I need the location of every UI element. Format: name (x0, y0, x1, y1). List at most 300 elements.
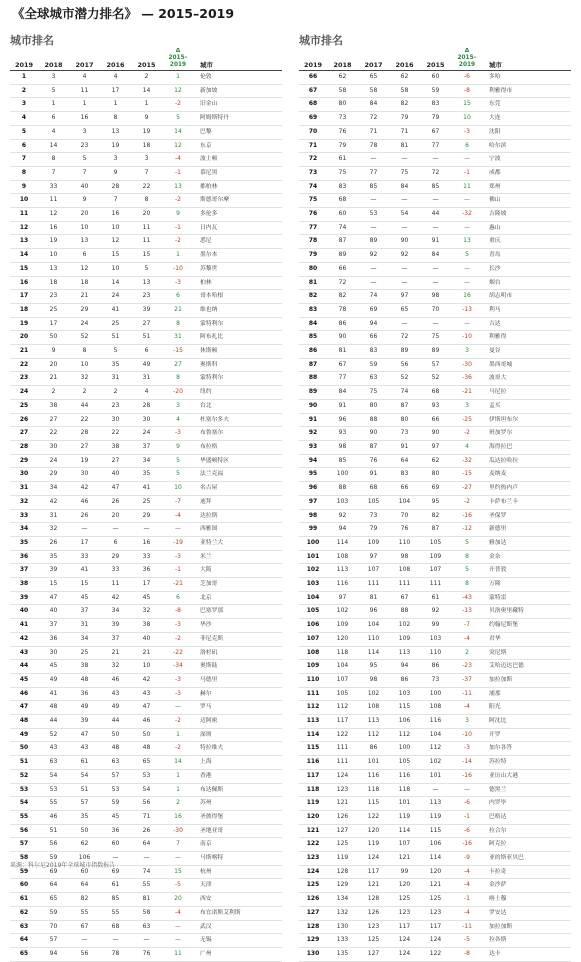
rank-2017: 57 (69, 797, 100, 811)
rank-2015: 66 (420, 413, 451, 427)
city-name: 阿沈比 (483, 715, 571, 729)
rank-2019: 17 (10, 290, 38, 304)
rank-2015: 48 (131, 742, 162, 756)
rank-2017: 60 (69, 865, 100, 879)
rank-2018: 65 (38, 893, 69, 907)
rank-2017: 94 (358, 317, 389, 331)
table-row (299, 468, 571, 482)
rank-change: 5 (451, 564, 483, 578)
city-name: 郑州 (483, 180, 571, 194)
rank-2016: 16 (100, 208, 131, 222)
rank-2019: 54 (10, 797, 38, 811)
rank-change: -4 (162, 906, 194, 920)
table-row (299, 797, 571, 811)
rank-2017: 119 (358, 838, 389, 852)
rank-2015: 32 (131, 605, 162, 619)
rank-2019: 110 (299, 673, 327, 687)
rank-2018: 52 (38, 728, 69, 742)
panel-title: 城市排名 (299, 34, 343, 47)
table-row (299, 208, 571, 222)
rank-2017: 106 (69, 852, 100, 866)
rank-2019: 43 (10, 646, 38, 660)
rank-2018: 122 (327, 728, 358, 742)
rank-2015: 4 (131, 386, 162, 400)
rank-change: 5 (162, 468, 194, 482)
rank-change: 12 (162, 84, 194, 98)
table-row (299, 728, 571, 742)
rank-2017: 95 (358, 660, 389, 674)
rank-2015: 101 (420, 769, 451, 783)
rank-2018: 35 (38, 550, 69, 564)
rank-2018: 94 (38, 948, 69, 962)
rank-2015: 56 (131, 797, 162, 811)
table-row (299, 194, 571, 208)
table-row (10, 838, 282, 852)
city-name: 柏林 (194, 276, 282, 290)
table-row (299, 564, 571, 578)
rank-change: -5 (162, 879, 194, 893)
rank-change: 11 (451, 180, 483, 194)
rank-2017: 112 (358, 728, 389, 742)
header-2016: 2016 (389, 48, 420, 71)
city-name: 圣保罗 (483, 509, 571, 523)
rank-2019: 75 (299, 194, 327, 208)
rank-2018: 43 (38, 742, 69, 756)
rank-2018: 39 (38, 564, 69, 578)
rank-2019: 102 (299, 564, 327, 578)
rank-2017: 107 (358, 564, 389, 578)
city-name: 阿克拉 (483, 838, 571, 852)
rank-2016: 78 (100, 948, 131, 962)
rank-2015: 120 (420, 865, 451, 879)
table-row (10, 98, 282, 112)
table-row (10, 550, 282, 564)
city-name: 迪拜 (194, 495, 282, 509)
rank-2017: 55 (69, 906, 100, 920)
rank-2016: — (389, 194, 420, 208)
rank-2016: 81 (389, 139, 420, 153)
rank-2019: 32 (10, 495, 38, 509)
rank-2017: 84 (358, 98, 389, 112)
rank-2017: 105 (358, 495, 389, 509)
rank-2019: 123 (299, 852, 327, 866)
table-row (299, 715, 571, 729)
rank-2015: 26 (131, 824, 162, 838)
rank-2019: 42 (10, 632, 38, 646)
rank-change: 8 (451, 578, 483, 592)
rank-2019: 84 (299, 317, 327, 331)
rank-2015: 106 (420, 838, 451, 852)
table-row (10, 742, 282, 756)
rank-2015: 33 (131, 550, 162, 564)
rank-2015: 95 (420, 495, 451, 509)
city-name: 法兰克福 (194, 468, 282, 482)
city-name: 内罗毕 (483, 797, 571, 811)
rank-change: -2 (162, 98, 194, 112)
ranking-table-left (10, 48, 282, 962)
rank-2017: 128 (358, 893, 389, 907)
rank-2017: — (69, 523, 100, 537)
header-2016: 2016 (100, 48, 131, 71)
rank-2016: 57 (100, 769, 131, 783)
table-row (299, 591, 571, 605)
rank-change: 16 (162, 810, 194, 824)
rank-change: -3 (162, 687, 194, 701)
rank-change: -21 (162, 578, 194, 592)
delta-arrow-icon: Δ (464, 48, 470, 54)
rank-change: -15 (451, 468, 483, 482)
rank-2019: 82 (299, 290, 327, 304)
rank-2016: 53 (100, 783, 131, 797)
rank-2016: 107 (389, 838, 420, 852)
rank-2017: 114 (358, 646, 389, 660)
table-row (299, 372, 571, 386)
rank-2015: 70 (420, 303, 451, 317)
rank-2016: — (100, 934, 131, 948)
rank-2019: 11 (10, 208, 38, 222)
rank-2019: 47 (10, 701, 38, 715)
rank-2018: 57 (38, 934, 69, 948)
rank-change: -8 (162, 605, 194, 619)
table-row (10, 619, 282, 633)
city-name: 奥斯陆 (194, 660, 282, 674)
rank-2019: 44 (10, 660, 38, 674)
rank-2017: 36 (69, 687, 100, 701)
header-2019: 2019 (10, 48, 38, 71)
rank-2017: 74 (358, 290, 389, 304)
rank-2017: 125 (358, 934, 389, 948)
table-row (10, 331, 282, 345)
table-row (10, 235, 282, 249)
delta-arrow-icon: Δ (175, 48, 181, 54)
rank-2018: 1 (38, 98, 69, 112)
rank-2015: 23 (131, 290, 162, 304)
rank-2018: 112 (327, 701, 358, 715)
city-name: 旧金山 (194, 98, 282, 112)
rank-2016: 84 (389, 180, 420, 194)
rank-2018: 126 (327, 810, 358, 824)
rank-2017: 28 (69, 427, 100, 441)
city-name: 哥本哈根 (194, 290, 282, 304)
rank-2015: 59 (420, 84, 451, 98)
rank-change: -6 (451, 71, 483, 85)
rank-2017: 91 (358, 468, 389, 482)
city-name: 加尔各答 (483, 742, 571, 756)
city-name: 君华 (483, 632, 571, 646)
city-name: 华盛顿特区 (194, 454, 282, 468)
rank-2019: 114 (299, 728, 327, 742)
rank-2019: 8 (10, 166, 38, 180)
table-header-row (10, 48, 282, 71)
rank-2015: 117 (420, 920, 451, 934)
rank-2015: 7 (131, 166, 162, 180)
rank-2015: 60 (420, 71, 451, 85)
rank-2018: 66 (327, 262, 358, 276)
rank-2015: 15 (131, 249, 162, 263)
rank-2017: 8 (69, 345, 100, 359)
rank-2016: 38 (100, 440, 131, 454)
rank-2016: — (389, 221, 420, 235)
rank-2015: 45 (131, 591, 162, 605)
rank-2015: 28 (131, 399, 162, 413)
rank-2016: 69 (100, 865, 131, 879)
rank-change: -4 (451, 879, 483, 893)
rank-2018: 17 (38, 317, 69, 331)
rank-2017: 33 (69, 550, 100, 564)
table-row (10, 632, 282, 646)
table-row (299, 810, 571, 824)
city-name: 艾哈迈达巴德 (483, 660, 571, 674)
rank-2016: 72 (389, 331, 420, 345)
rank-2019: 88 (299, 372, 327, 386)
city-name: 班加罗尔 (483, 427, 571, 441)
rank-2016: 111 (389, 578, 420, 592)
rank-2017: 86 (358, 742, 389, 756)
table-row (299, 317, 571, 331)
rank-2015: 80 (420, 468, 451, 482)
rank-2017: 62 (69, 838, 100, 852)
rank-2017: 104 (358, 619, 389, 633)
rank-change: -1 (162, 564, 194, 578)
rank-2016: 98 (389, 550, 420, 564)
rank-2019: 46 (10, 687, 38, 701)
city-name: 华沙 (194, 619, 282, 633)
header-2019: 2019 (299, 48, 327, 71)
city-name: 利雅得 (483, 331, 571, 345)
rank-change: -4 (451, 632, 483, 646)
rank-2019: 65 (10, 948, 38, 962)
city-name: 上海 (194, 756, 282, 770)
rank-2019: 78 (299, 235, 327, 249)
table-row (10, 345, 282, 359)
table-row (299, 112, 571, 126)
city-name: 墨尔本 (194, 249, 282, 263)
city-name: 青岛 (483, 249, 571, 263)
rank-2016: 88 (389, 605, 420, 619)
table-row (10, 591, 282, 605)
rank-2017: 40 (69, 180, 100, 194)
rank-2016: 85 (100, 893, 131, 907)
rank-2018: 70 (38, 920, 69, 934)
rank-2017: 35 (69, 810, 100, 824)
rank-2019: 126 (299, 893, 327, 907)
rank-2016: 118 (389, 783, 420, 797)
rank-2017: 81 (358, 591, 389, 605)
rank-2019: 122 (299, 838, 327, 852)
rank-2018: 114 (327, 536, 358, 550)
rank-2015: 3 (131, 153, 162, 167)
rank-2019: 89 (299, 386, 327, 400)
panel-title: 城市排名 (10, 34, 54, 47)
city-name: 阿姆斯特丹 (194, 112, 282, 126)
rank-change: -1 (451, 810, 483, 824)
rank-2015: 35 (131, 468, 162, 482)
rank-2019: 48 (10, 715, 38, 729)
rank-2017: 3 (69, 125, 100, 139)
rank-change: -2 (162, 632, 194, 646)
rank-2017: 61 (69, 756, 100, 770)
city-name: 圣地亚哥 (194, 824, 282, 838)
rank-2017: 1 (69, 98, 100, 112)
rank-2015: 74 (131, 865, 162, 879)
rank-2018: 45 (38, 660, 69, 674)
rank-2018: 32 (38, 523, 69, 537)
rank-2015: 97 (420, 440, 451, 454)
city-name: 成都 (483, 166, 571, 180)
rank-2017: 18 (69, 276, 100, 290)
city-name: 达拉斯 (194, 509, 282, 523)
rank-2019: 4 (10, 112, 38, 126)
rank-2017: — (358, 221, 389, 235)
rank-2019: 87 (299, 358, 327, 372)
rank-2015: 68 (420, 386, 451, 400)
rank-2018: 127 (327, 824, 358, 838)
rank-2017: 80 (358, 399, 389, 413)
rank-2015: — (420, 783, 451, 797)
rank-2018: 29 (38, 468, 69, 482)
city-name: 德黑兰 (483, 783, 571, 797)
rank-2017: 31 (69, 619, 100, 633)
rank-2015: 72 (420, 166, 451, 180)
rank-2017: 20 (69, 208, 100, 222)
table-row (299, 756, 571, 770)
rank-2018: 80 (327, 98, 358, 112)
rank-2015: 31 (131, 372, 162, 386)
rank-2018: 38 (38, 399, 69, 413)
rank-2019: 69 (299, 112, 327, 126)
rank-2016: 91 (389, 440, 420, 454)
rank-change: -7 (451, 619, 483, 633)
table-row (299, 345, 571, 359)
table-row (10, 509, 282, 523)
table-row (299, 166, 571, 180)
rank-2019: 79 (299, 249, 327, 263)
city-name: 伊斯坦布尔 (483, 413, 571, 427)
rank-2018: 82 (327, 290, 358, 304)
city-name: 雅加达 (483, 536, 571, 550)
rank-2017: 43 (69, 742, 100, 756)
rank-2016: 112 (389, 728, 420, 742)
city-name: 金奈 (483, 550, 571, 564)
rank-2018: 120 (327, 632, 358, 646)
rank-2015: 53 (131, 769, 162, 783)
city-name: 阿布扎比 (194, 331, 282, 345)
table-row (299, 865, 571, 879)
rank-2016: 115 (389, 701, 420, 715)
rank-2015: 112 (420, 742, 451, 756)
rank-2016: 32 (100, 660, 131, 674)
table-row (10, 893, 282, 907)
table-row (10, 879, 282, 893)
rank-2018: 69 (38, 865, 69, 879)
table-row (299, 783, 571, 797)
rank-2015: 58 (131, 906, 162, 920)
rank-2015: — (131, 934, 162, 948)
rank-2015: 25 (131, 495, 162, 509)
rank-2015: 11 (131, 235, 162, 249)
rank-2017: 50 (69, 824, 100, 838)
table-row (10, 687, 282, 701)
rank-2018: 13 (38, 262, 69, 276)
rank-change: -2 (162, 235, 194, 249)
rank-2019: 77 (299, 221, 327, 235)
rank-change: -3 (162, 619, 194, 633)
rank-2018: 8 (38, 153, 69, 167)
rank-2015: 111 (420, 578, 451, 592)
rank-change: — (162, 701, 194, 715)
rank-2018: 118 (327, 646, 358, 660)
city-name: 纽约 (194, 386, 282, 400)
rank-change: 20 (162, 893, 194, 907)
rank-2015: 79 (420, 112, 451, 126)
city-name: 利马 (483, 303, 571, 317)
table-row (299, 893, 571, 907)
rank-2015: 2 (131, 71, 162, 85)
rank-2015: 24 (131, 427, 162, 441)
rank-2019: 31 (10, 482, 38, 496)
rank-2015: — (420, 317, 451, 331)
rank-change: 1 (162, 783, 194, 797)
city-name: 布宜诺斯艾利斯 (194, 906, 282, 920)
rank-2015: 115 (420, 824, 451, 838)
rank-change: -3 (451, 742, 483, 756)
table-row (299, 84, 571, 98)
rank-2015: 21 (131, 646, 162, 660)
table-row (10, 180, 282, 194)
city-name: 加拉加斯 (483, 673, 571, 687)
rank-change: -2 (451, 427, 483, 441)
rank-change: -9 (451, 852, 483, 866)
rank-2019: 50 (10, 742, 38, 756)
rank-change: -32 (451, 454, 483, 468)
header-2018: 2018 (327, 48, 358, 71)
rank-2016: 94 (389, 660, 420, 674)
rank-2015: 84 (420, 249, 451, 263)
city-name: 深圳 (194, 728, 282, 742)
rank-2017: 6 (69, 249, 100, 263)
city-name: 巴黎 (194, 125, 282, 139)
rank-2015: 108 (420, 701, 451, 715)
rank-2017: 82 (69, 893, 100, 907)
rank-2018: 79 (327, 139, 358, 153)
rank-2016: 106 (389, 715, 420, 729)
rank-change: 5 (451, 536, 483, 550)
rank-2016: 100 (389, 742, 420, 756)
city-name: 维也纳 (194, 303, 282, 317)
rank-2018: 5 (38, 84, 69, 98)
rank-2016: 119 (389, 810, 420, 824)
rank-2018: 42 (38, 495, 69, 509)
city-name: 约翰尼斯堡 (483, 619, 571, 633)
rank-2016: 4 (100, 71, 131, 85)
rank-2015: 104 (420, 728, 451, 742)
rank-2019: 39 (10, 591, 38, 605)
rank-2018: 130 (327, 920, 358, 934)
table-row (299, 262, 571, 276)
rank-2016: — (389, 153, 420, 167)
rank-change: -2 (162, 715, 194, 729)
rank-2019: 57 (10, 838, 38, 852)
rank-2017: 5 (69, 153, 100, 167)
rank-2018: 7 (38, 166, 69, 180)
table-row (10, 728, 282, 742)
rank-2015: 30 (131, 413, 162, 427)
city-name: 麦纳麦 (483, 468, 571, 482)
rank-2019: 83 (299, 303, 327, 317)
rank-2016: 2 (100, 386, 131, 400)
rank-2018: 68 (327, 194, 358, 208)
rank-2017: 117 (358, 865, 389, 879)
